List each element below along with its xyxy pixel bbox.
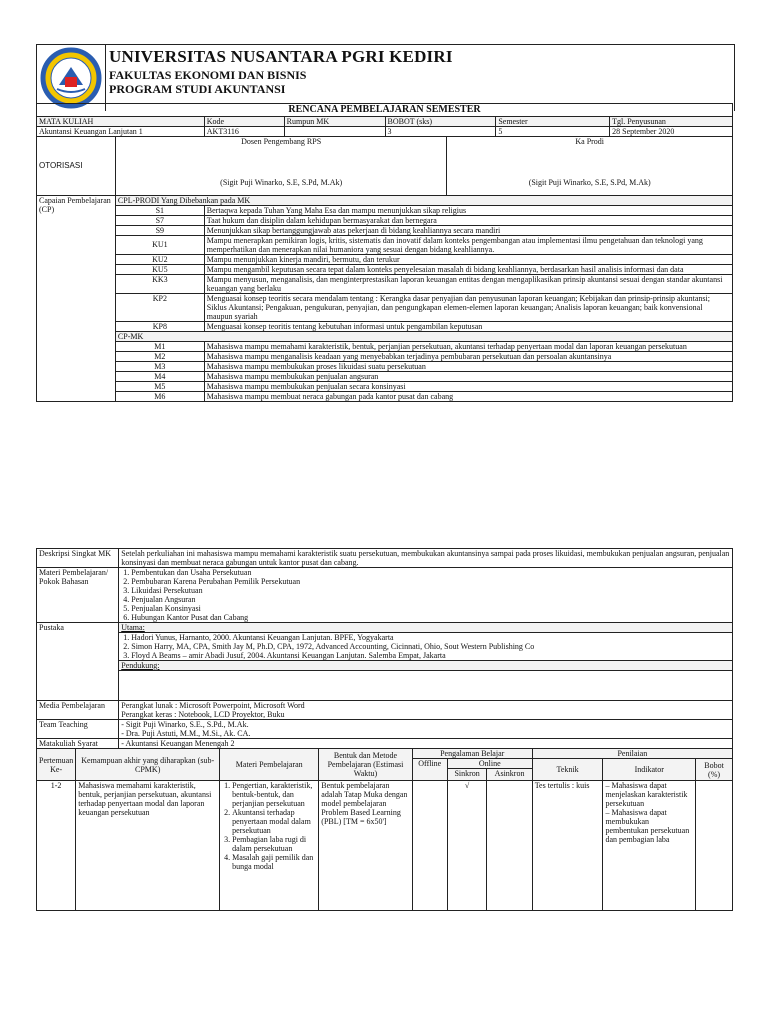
pustaka-item: 3. Floyd A Beams – amir Abadi Jusuf, 2004. Akuntansi Keuangan Lanjutan. Salemba Empat, Jakarta [131,651,730,660]
row-materi-item: 3. Pembagian laba rugi di dalam persekutuan [232,835,316,853]
document-title: RENCANA PEMBELAJARAN SEMESTER [37,104,733,117]
deskripsi-text: Setelah perkuliahan ini mahasiswa mampu memahami karakteristik suatu persekutuan, membukukan akuntansinya sampai pada proses likuidasi, membukukan penjualan angsuran, penjualan konsinyasi dan membuat neraca gabungan untuk kantor pusat dan cabang. [119,549,733,568]
h-kemampuan: Kemampuan akhir yang diharapkan (sub-CPMK) [76,749,220,781]
cpl-text: Menunjukkan sikap bertanggungjawab atas pekerjaan di bidang keahliannya secara mandiri [204,225,732,235]
cpl-code: KP2 [115,293,204,321]
h-pertemuan: Pertemuan Ke- [37,749,76,781]
cpmk-code: M5 [115,381,204,391]
value-kode: AKT3116 [204,127,284,137]
header [36,44,735,111]
label-semester: Semester [496,117,610,127]
dosen-name: (Sigit Puji Winarko, S.E, S.Pd, M.Ak) [115,146,446,195]
row-materi-item: 1. Pengertian, karakteristik, bentuk-bentuk, dan perjanjian persekutuan [232,781,316,808]
cpl-row [37,274,733,293]
university-logo-icon [37,45,105,111]
cpmk-text: Mahasiswa mampu membukukan penjualan secara konsinyasi [204,381,732,391]
course-info-table [36,116,733,402]
cp-label: Capaian Pembelajaran (CP) [37,195,116,401]
cpl-text: Mampu menunjukkan kinerja mandiri, bermutu, dan terukur [204,254,732,264]
row-materi-list [222,781,316,871]
row-kemampuan: Mahasiswa memahami karakteristik, bentuk, perjanjian persekutuan, akuntansi terhadap penyertaan modal dan laporan keuangan persekutuan [76,781,220,911]
dosen-header: Dosen Pengembang RPS [115,137,446,147]
cpl-code: KP8 [115,321,204,331]
h-pengalaman: Pengalaman Belajar [412,749,532,759]
row-bobot [696,781,733,911]
cpl-row [37,264,733,274]
cpl-text: Mampu mengambil keputusan secara tepat dalam konteks penyelesaian masalah di bidang keahliannya, berdasarkan hasil analisis informasi dan data [204,264,732,274]
row-teknik: Tes tertulis : kuis [532,781,603,911]
materi-item: 3. Likuidasi Persekutuan [131,586,730,595]
materi-cell [119,568,733,623]
cpl-prodi-header: CPL-PRODI Yang Dibebankan pada MK [115,195,732,205]
cpmk-code: M1 [115,341,204,351]
cpl-code: KK3 [115,274,204,293]
pustaka-item: 1. Hadori Yunus, Harnanto, 2000. Akuntansi Keuangan Lanjutan. BPFE, Yogyakarta [131,633,730,642]
row-offline [412,781,447,911]
label-kode: Kode [204,117,284,127]
row-materi-item: 2. Akuntansi terhadap penyertaan modal dalam persekutuan [232,808,316,835]
cpl-code: S1 [115,205,204,215]
cpmk-code: M3 [115,361,204,371]
team-member: - Dra. Puji Astuti, M.M., M.Si., Ak. CA. [121,729,251,738]
cpl-text: Mampu menyusun, menganalisis, dan menginterprestasikan laporan keuangan entitas dengan mengaplikasikan prinsip akuntansi sesuai dengan standar akuntansi keuangan yang berlaku [204,274,732,293]
cpmk-text: Mahasiswa mampu membuat neraca gabungan pada kantor pusat dan cabang [204,391,732,401]
cpl-row [37,235,733,254]
h-indikator: Indikator [603,759,696,781]
cpmk-code: M2 [115,351,204,361]
otorisasi-label: OTORISASI [37,137,116,196]
program-name: PROGRAM STUDI AKUNTANSI [109,82,286,96]
cpl-row [37,321,733,331]
utama-label: Utama: [119,623,733,633]
materi-item: 5. Penjualan Konsinyasi [131,604,730,613]
row-sinkron: √ [447,781,487,911]
pendukung-label: Pendukung: [119,661,733,671]
university-name: UNIVERSITAS NUSANTARA PGRI KEDIRI [109,47,453,66]
cpmk-header: CP-MK [115,331,732,341]
label-rumpun: Rumpun MK [284,117,385,127]
plan-row [37,781,733,911]
course-details-table [36,548,733,911]
indikator-text: Mahasiswa dapat membukukan pembentukan persekutuan dan pembagian laba [605,808,690,844]
kaprodi-header: Ka Prodi [447,137,733,147]
logo-cell [37,45,106,111]
cpmk-row [37,371,733,381]
pustaka-label: Pustaka [37,623,119,701]
cpl-row [37,254,733,264]
cpl-code: KU5 [115,264,204,274]
media-lunak: Perangkat lunak : Microsoft Powerpoint, Microsoft Word [121,701,305,710]
cpl-row [37,225,733,235]
h-asinkron: Asinkron [487,769,532,781]
h-online: Online [447,759,532,769]
materi-item: 6. Hubungan Kantor Pusat dan Cabang [131,613,730,622]
materi-list [121,568,730,622]
cpl-text: Menguasai konsep teoritis tentang kebutuhan informasi untuk pengambilan keputusan [204,321,732,331]
utama-list [121,633,730,660]
indikator-item: – Mahasiswa dapat menjelaskan karakteristik persekutuan [605,781,688,808]
cpmk-row [37,381,733,391]
row-pertemuan: 1-2 [37,781,76,911]
row-indikator [603,781,696,911]
cpl-row [37,205,733,215]
value-tgl: 28 September 2020 [610,127,733,137]
cpl-code: KU2 [115,254,204,264]
faculty-name: FAKULTAS EKONOMI DAN BISNIS [109,68,307,82]
syarat-label: Matakuliah Syarat [37,739,119,749]
team-label: Team Teaching [37,720,119,739]
cpmk-code: M4 [115,371,204,381]
utama-cell [119,633,733,661]
media-cell [119,701,733,720]
deskripsi-label: Deskripsi Singkat MK [37,549,119,568]
row-asinkron [487,781,532,911]
materi-item: 1. Pembentukan dan Usaha Persekutuan [131,568,730,577]
cpmk-row [37,361,733,371]
team-member: - Sigit Puji Winarko, S.E., S.Pd., M.Ak. [121,720,249,729]
kaprodi-name: (Sigit Puji Winarko, S.E, S.Pd, M.Ak) [447,146,733,195]
materi-item: 2. Pembubaran Karena Perubahan Pemilik Persekutuan [131,577,730,586]
cpmk-text: Mahasiswa mampu membukukan penjualan angsuran [204,371,732,381]
materi-item: 4. Penjualan Angsuran [131,595,730,604]
h-bobot: Bobot (%) [696,759,733,781]
h-bentuk: Bentuk dan Metode Pembelajaran (Estimasi Waktu) [319,749,412,781]
cpl-row [37,293,733,321]
h-sinkron: Sinkron [447,769,487,781]
cpl-code: KU1 [115,235,204,254]
cpmk-row [37,341,733,351]
row-materi-item: 4. Masalah gaji pemilik dan bunga modal [232,853,316,871]
cpl-text: Bertaqwa kepada Tuhan Yang Maha Esa dan mampu menunjukkan sikap religius [204,205,732,215]
cpmk-text: Mahasiswa mampu menganalisis keadaan yang menyebabkan terjadinya pembubaran persekutuan dan persoalan akuntansinya [204,351,732,361]
media-label: Media Pembelajaran [37,701,119,720]
title-table [36,103,733,117]
materi-label: Materi Pembelajaran/ Pokok Bahasan [37,568,119,623]
team-cell [119,720,733,739]
cpl-row [37,215,733,225]
h-penilaian: Penilaian [532,749,732,759]
value-bobot: 3 [385,127,496,137]
cpl-code: S7 [115,215,204,225]
cpmk-code: M6 [115,391,204,401]
value-rumpun [284,127,385,137]
value-semester: 5 [496,127,610,137]
cpl-text: Menguasai konsep teoritis secara mendalam tentang : Kerangka dasar penyajian dan penyusunan laporan keuangan; Kebijakan dan prinsip-prinsip akuntansi; Siklus Akuntansi; Pengakuan, pengukuran, penyajian, dan pengungkapan elemen-elemen laporan keuangan; Analisis laporan keuangan; baik konvensional maupun syariah [204,293,732,321]
cpmk-row [37,391,733,401]
h-offline: Offline [412,759,447,781]
cpl-code: S9 [115,225,204,235]
h-materi: Materi Pembelajaran [220,749,319,781]
label-bobot: BOBOT (sks) [385,117,496,127]
row-bentuk: Bentuk pembelajaran adalah Tatap Muka dengan model pembelajaran Problem Based Learning (PBL) [TM = 6x50'] [319,781,412,911]
pustaka-item: 2. Simon Harry, MA, CPA, Smith Jay M, Ph.D, CPA, 1972, Advanced Accounting, Cicinnati, Ohio, Sout Western Publishing Co [131,642,730,651]
cpl-text: Taat hukum dan disiplin dalam kehidupan bermasyarakat dan bernegara [204,215,732,225]
label-tgl: Tgl. Penyusunan [610,117,733,127]
cpmk-row [37,351,733,361]
indikator-item: – Mahasiswa dapat membukukan pembentukan persekutuan dan pembagian laba [605,808,690,844]
cpl-text: Mampu menerapkan pemikiran logis, kritis, sistematis dan inovatif dalam konteks pengembangan atau implementasi ilmu pengetahuan dan teknologi yang memperhatikan dan menerapkan nilai humaniora yang sesuai dengan bidang keahliannya. [204,235,732,254]
cpmk-text: Mahasiswa mampu memahami karakteristik, bentuk, perjanjian persekutuan, akuntansi terhadap penyertaan modal dan laporan keuangan persekutuan [204,341,732,351]
label-mata-kuliah: MATA KULIAH [37,117,205,127]
media-keras: Perangkat keras : Notebook, LCD Proyektor, Buku [121,710,285,719]
h-teknik: Teknik [532,759,603,781]
indikator-text: Mahasiswa dapat menjelaskan karakteristik persekutuan [605,781,688,808]
pendukung-value [119,671,733,701]
cpmk-text: Mahasiswa mampu membukukan proses likuidasi suatu persekutuan [204,361,732,371]
value-mata-kuliah: Akuntansi Keuangan Lanjutan 1 [37,127,205,137]
row-materi [220,781,319,911]
syarat-value: - Akuntansi Keuangan Menengah 2 [119,739,733,749]
